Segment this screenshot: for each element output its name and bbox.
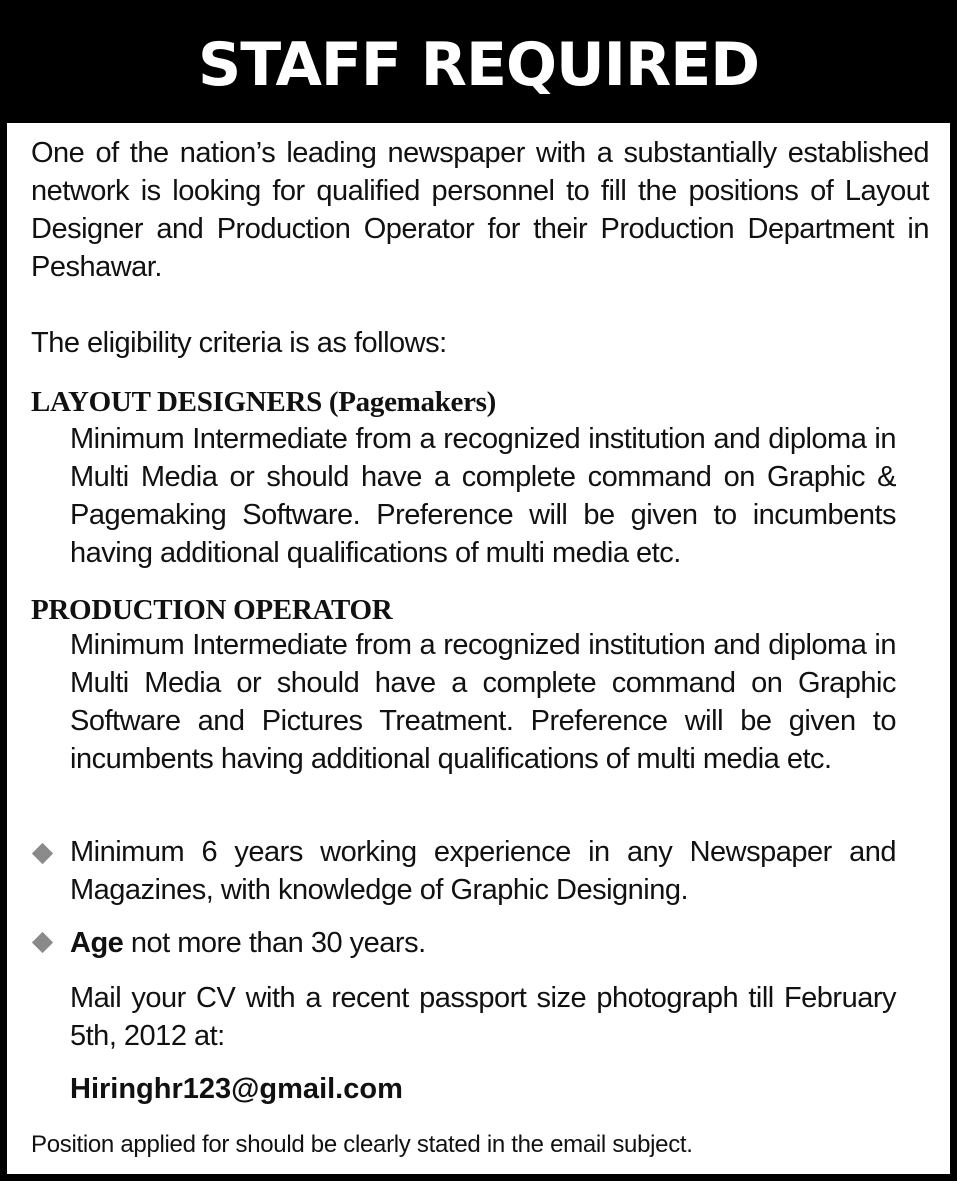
criteria-intro: The eligibility criteria is as follows: bbox=[31, 327, 447, 359]
footer-note: Position applied for should be clearly stated in the email subject. bbox=[31, 1131, 693, 1158]
diamond-bullet-icon bbox=[32, 843, 53, 864]
intro-paragraph: One of the nation’s leading newspaper with a substantially established network is looking for qualified personnel to fill the positions of Layout Designer and Production Operator for their Production Department in Peshawar. bbox=[31, 137, 929, 283]
diamond-bullet-icon bbox=[32, 932, 53, 953]
age-label: Age bbox=[70, 927, 124, 959]
contact-email: Hiringhr123@gmail.com bbox=[70, 1073, 403, 1105]
mail-instruction: Mail your CV with a recent passport size photograph till February 5th, 2012 at: bbox=[70, 982, 896, 1052]
experience-requirement: Minimum 6 years working experience in any Newspaper and Magazines, with knowledge of Graphic Designing. bbox=[70, 836, 896, 906]
production-operator-heading: PRODUCTION OPERATOR bbox=[31, 594, 393, 626]
age-requirement bbox=[70, 924, 896, 962]
production-operator-text: Minimum Intermediate from a recognized institution and diploma in Multi Media or should have a complete command on Graphic Software and Pictures Treatment. Preference will be given to incumbents having additional qualifications of multi media etc. bbox=[70, 629, 896, 775]
page-title: STAFF REQUIRED bbox=[7, 7, 950, 123]
age-text: not more than 30 years. bbox=[123, 927, 426, 959]
layout-designers-text: Minimum Intermediate from a recognized institution and diploma in Multi Media or should have a complete command on Graphic & Pagemaking Software. Preference will be given to incumbents having additional qualifications of multi media etc. bbox=[70, 423, 896, 569]
layout-designers-heading: LAYOUT DESIGNERS (Pagemakers) bbox=[31, 386, 497, 418]
